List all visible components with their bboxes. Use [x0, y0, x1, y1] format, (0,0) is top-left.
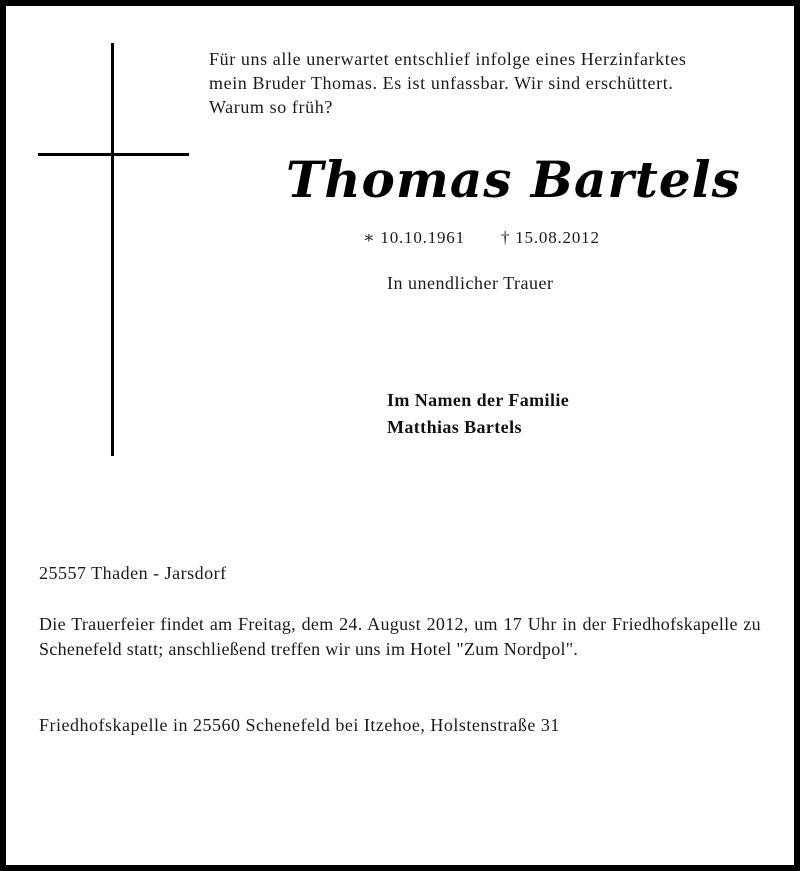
cross-vertical-bar [111, 43, 114, 456]
location-line: 25557 Thaden - Jarsdorf [39, 563, 227, 583]
family-line: Matthias Bartels [387, 417, 522, 437]
death-date: † 15.08.2012 [500, 228, 600, 247]
family-signature [387, 387, 569, 441]
intro-line: mein Bruder Thomas. Es ist unfassbar. Wir sind erschüttert. [209, 73, 674, 93]
life-dates [363, 226, 600, 250]
mourning-line: In unendlicher Trauer [387, 273, 554, 293]
deceased-name: Thomas Bartels [286, 150, 741, 209]
family-line: Im Namen der Familie [387, 390, 570, 410]
cross-horizontal-bar [38, 153, 189, 156]
chapel-address: Friedhofskapelle in 25560 Schenefeld bei Itzehoe, Holstenstraße 31 [39, 715, 560, 735]
ceremony-paragraph: Die Trauerfeier findet am Freitag, dem 24. August 2012, um 17 Uhr in der Friedhofskapelle zu Schenefeld statt; anschließend treffen wir uns im Hotel "Zum Nordpol". [39, 614, 761, 659]
intro-text [209, 47, 779, 119]
intro-line: Warum so früh? [209, 97, 333, 117]
birth-date: ∗ 10.10.1961 [363, 228, 465, 247]
intro-line: Für uns alle unerwartet entschlief infolge eines Herzinfarktes [209, 49, 687, 69]
